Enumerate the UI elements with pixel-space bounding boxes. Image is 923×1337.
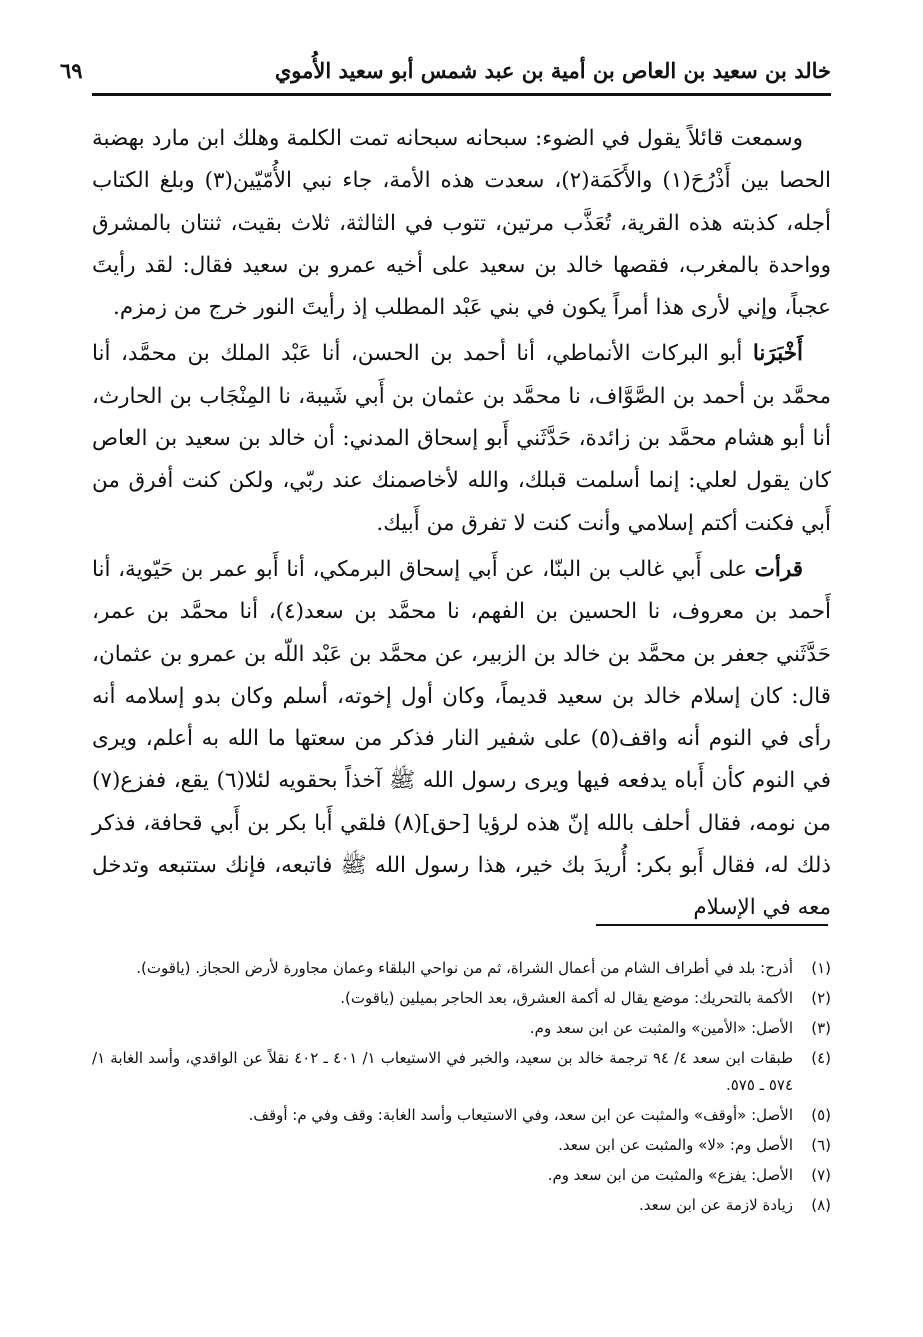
footnote-item [92, 1162, 831, 1189]
footnote-text: أذرح: بلد في أطراف الشام من أعمال الشراة، ثم من نواحي البلقاء وعمان مجاورة لأرض الحجاز. (ياقوت). [136, 959, 793, 977]
footnote-separator [596, 924, 828, 926]
footnote-text: الأصل: «الأمين» والمثبت عن ابن سعد وم. [529, 1019, 793, 1037]
footnote-item [92, 1015, 831, 1042]
footnote-text: الأصل: يفزع» والمثبت من ابن سعد وم. [547, 1166, 793, 1184]
paragraph-3-text: على أَبي غالب بن البنّا، عن أَبي إسحاق البرمكي، أنا أَبو عمر بن حَيّوية، أنا أَحمد بن معروف، نا الحسين بن الفهم، نا محمَّد بن سعد(٤)، أنا محمَّد بن عمر، حَدَّثَني جعفر بن محمَّد بن خالد بن الزبير، عن محمَّد بن عَبْد اللّه بن عمرو بن عثمان، قال: كان إسلام خالد بن سعيد قديماً، وكان أول إخوته، أسلم وكان بدو إسلامه أنه رأى في النوم أنه واقف(٥) على شفير النار فذكر من سعتها ما الله به أعلم، ويرى في النوم كأن أَباه يدفعه فيها ويرى رسول الله ﷺ آخذاً بحقويه لئلا(٦) يقع، ففزع(٧) من نومه، فقال أحلف بالله إنّ هذه لرؤيا [حق](٨) فلقي أَبا بكر بن أَبي قحافة، فذكر ذلك له، فقال أَبو بكر: أُريدَ بك خير، هذا رسول الله ﷺ فاتبعه، فإنك ستتبعه وتدخل معه في الإسلام [92, 556, 831, 921]
main-text [92, 118, 831, 934]
paragraph-2-text: أبو البركات الأنماطي، أنا أحمد بن الحسن، أنا عَبْد الملك بن محمَّد، أنا محمَّد بن أحمد بن الصَّوَّاف، نا محمَّد بن عثمان بن أَبي شَيبة، نا المِنْجَاب بن الحارث، أنا أبو هشام محمَّد بن زائدة، حَدَّثَني أَبو إسحاق المدني: أن خالد بن سعيد بن العاص كان يقول لعلي: إنما أسلمت قبلك، والله لأخاصمنك عند ربّي، ولكن كنت أفرق من أَبي فكنت أكتم إسلامي وأنت كنت لا تفرق من أَبيك. [92, 341, 831, 536]
footnote-number: (٢) [811, 989, 831, 1007]
paragraph-1-text: وسمعت قائلاً يقول في الضوء: سبحانه سبحانه تمت الكلمة وهلك ابن مارد بهضبة الحصا بين أَذْرُحَ(١) والأَكَمَة(٢)، سعدت هذه الأمة، جاء نبي الأُمّيّين(٣) وبلغ الكتاب أجله، كذبته هذه القرية، تُعَذَّب مرتين، تتوب في الثالثة، ثلاث بقيت، ثنتان بالمشرق وواحدة بالمغرب، فقصها خالد بن سعيد على أخيه عمرو بن سعيد فقال: لقد رأيتَ عجباً، وإني لأرى هذا أمراً يكون في بني عَبْد المطلب إذ رأيتَ النور خرج من زمزم. [92, 126, 831, 321]
header-rule [92, 93, 831, 96]
paragraph-3 [92, 549, 831, 930]
footnote-text: طبقات ابن سعد ٤/ ٩٤ ترجمة خالد بن سعيد، والخبر في الاستيعاب ١/ ٤٠١ ـ ٤٠٢ نقلاً عن الواقدي، وأسد الغابة ١/ ٥٧٤ ـ ٥٧٥. [92, 1049, 794, 1094]
footnote-text: الأصل وم: «لا» والمثبت عن ابن سعد. [558, 1136, 793, 1154]
footnotes [92, 955, 831, 1222]
page-number: ٦٩ [60, 58, 83, 83]
footnote-item [92, 1045, 831, 1099]
footnote-number: (٨) [811, 1196, 831, 1214]
footnote-item [92, 1132, 831, 1159]
footnote-item [92, 985, 831, 1012]
running-header [60, 52, 831, 92]
running-title: خالد بن سعيد بن العاص بن أمية بن عبد شمس أبو سعيد الأُموي [274, 58, 831, 83]
footnote-item [92, 1102, 831, 1129]
footnote-number: (٣) [811, 1019, 831, 1037]
footnote-item [92, 1192, 831, 1219]
footnote-number: (٥) [811, 1106, 831, 1124]
footnote-text: زيادة لازمة عن ابن سعد. [638, 1196, 793, 1214]
footnote-text: الأكمة بالتحريك: موضع يقال له أكمة العشرق، بعد الحاجر بميلين (ياقوت). [340, 989, 793, 1007]
paragraph-3-lead: قرأت [754, 556, 803, 582]
paragraph-2-lead: أَخْبَرَنا [752, 341, 803, 367]
footnote-number: (١) [811, 959, 831, 977]
paragraph-1 [92, 118, 831, 329]
footnote-number: (٤) [811, 1049, 831, 1067]
footnote-text: الأصل: «أوقف» والمثبت عن ابن سعد، وفي الاستيعاب وأسد الغابة: وقف وفي م: أوقف. [248, 1106, 793, 1124]
footnote-item [92, 955, 831, 982]
paragraph-2 [92, 333, 831, 544]
footnote-number: (٧) [811, 1166, 831, 1184]
footnote-number: (٦) [811, 1136, 831, 1154]
